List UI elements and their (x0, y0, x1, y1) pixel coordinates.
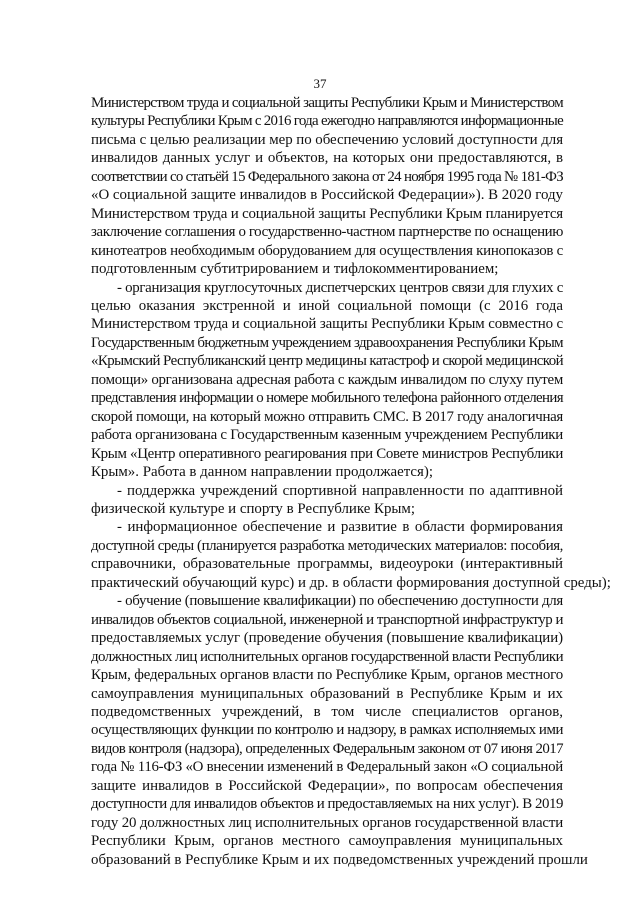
text-line: - поддержка учреждений спортивной направленности по адаптивной (117, 482, 563, 499)
text-line: - обучение (повышение квалификации) по обеспечению доступности для (117, 593, 563, 610)
page-number: 37 (313, 76, 327, 91)
text-line: инвалидов данных услуг и объектов, на которых они предоставляются, в (91, 150, 563, 167)
text-line: помощи» организована адресная работа с каждым инвалидом по слуху путем (91, 371, 563, 388)
text-line: году 20 должностных лиц исполнительных органов государственной власти (91, 814, 563, 831)
text-line: Государственным бюджетным учреждением здравоохранения Республики Крым (91, 334, 563, 351)
text-line: скорой помощи, на который можно отправить СМС. В 2017 году аналогичная (91, 408, 563, 425)
text-line: самоуправления муниципальных образований в Республике Крым и их (91, 685, 563, 702)
text-line: - информационное обеспечение и развитие в области формирования (117, 519, 563, 536)
text-line: видов контроля (надзора), определенных Федеральным законом от 07 июня 2017 (91, 740, 563, 757)
text-line: работа организована с Государственным казенным учреждением Республики (91, 427, 563, 444)
text-line: Республики Крым, органов местного самоуправления муниципальных (91, 833, 563, 850)
text-line: Министерством труда и социальной защиты Республики Крым совместно с (91, 316, 563, 333)
text-line: защите инвалидов в Российской Федерации», по вопросам обеспечения (91, 777, 563, 794)
text-line: физической культуре и спорту в Республике Крым; (91, 500, 415, 517)
text-line: культуры Республики Крым с 2016 года ежегодно направляются информационные (91, 113, 563, 130)
text-line: целью оказания экстренной и иной социальной помощи (с 2016 года (91, 297, 563, 314)
text-line: практический обучающий курс) и др. в области формирования доступной среды); (91, 574, 611, 591)
text-line: справочники, образовательные программы, видеоуроки (интерактивный (91, 556, 563, 573)
text-line: инвалидов объектов социальной, инженерной и транспортной инфраструктур и (91, 611, 563, 628)
text-line: письма с целью реализации мер по обеспечению условий доступности для (91, 131, 563, 148)
text-line: Министерством труда и социальной защиты Республики Крым планируется (91, 205, 563, 222)
text-line: Крым». Работа в данном направлении продолжается); (91, 464, 433, 481)
text-line: доступности для инвалидов объектов и предоставляемых на них услуг). В 2019 (91, 796, 563, 813)
text-line: «О социальной защите инвалидов в Российской Федерации»). В 2020 году (91, 187, 563, 204)
list-item-training (91, 592, 588, 869)
text-line: соответствии со статьёй 15 Федерального закона от 24 ноября 1995 года № 181-ФЗ (91, 168, 564, 185)
text-line: предоставляемых услуг (проведение обучения (повышение квалификации) (91, 630, 563, 647)
text-line: «Крымский Республиканский центр медицины катастроф и скорой медицинской (91, 353, 563, 370)
text-line: кинотеатров необходимым оборудованием для осуществления кинопоказов с (91, 242, 563, 259)
list-item-information-support (91, 518, 611, 592)
body-text (91, 94, 611, 869)
text-line: Крым «Центр оперативного реагирования при Совете министров Республики (91, 445, 563, 462)
text-line: заключение соглашения о государственно-частном партнерстве по оснащению (91, 224, 563, 241)
text-line: осуществляющих функции по контролю и надзору, в рамках исполняемых ими (91, 722, 563, 739)
text-line: доступной среды (планируется разработка методических материалов: пособия, (91, 537, 563, 554)
text-line: Министерством труда и социальной защиты Республики Крым и Министерством (91, 95, 563, 111)
text-line: должностных лиц исполнительных органов государственной власти Республики (91, 648, 563, 665)
text-line: представления информации о номере мобильного телефона районного отделения (91, 390, 563, 407)
list-item-dispatch-centers (91, 279, 563, 482)
text-line: образований в Республике Крым и их подведомственных учреждений прошли (91, 851, 588, 868)
paragraph-continuation (91, 94, 563, 279)
text-line: подведомственных учреждений, в том числе специалистов органов, (91, 703, 563, 720)
text-line: - организация круглосуточных диспетчерских центров связи для глухих с (117, 279, 563, 296)
list-item-adaptive-sport (91, 482, 563, 519)
text-line: Крым, федеральных органов власти по Республике Крым, органов местного (91, 667, 563, 684)
text-line: года № 116-ФЗ «О внесении изменений в Федеральный закон «О социальной (91, 759, 563, 776)
text-line: подготовленным субтитрированием и тифлокомментированием; (91, 261, 499, 278)
